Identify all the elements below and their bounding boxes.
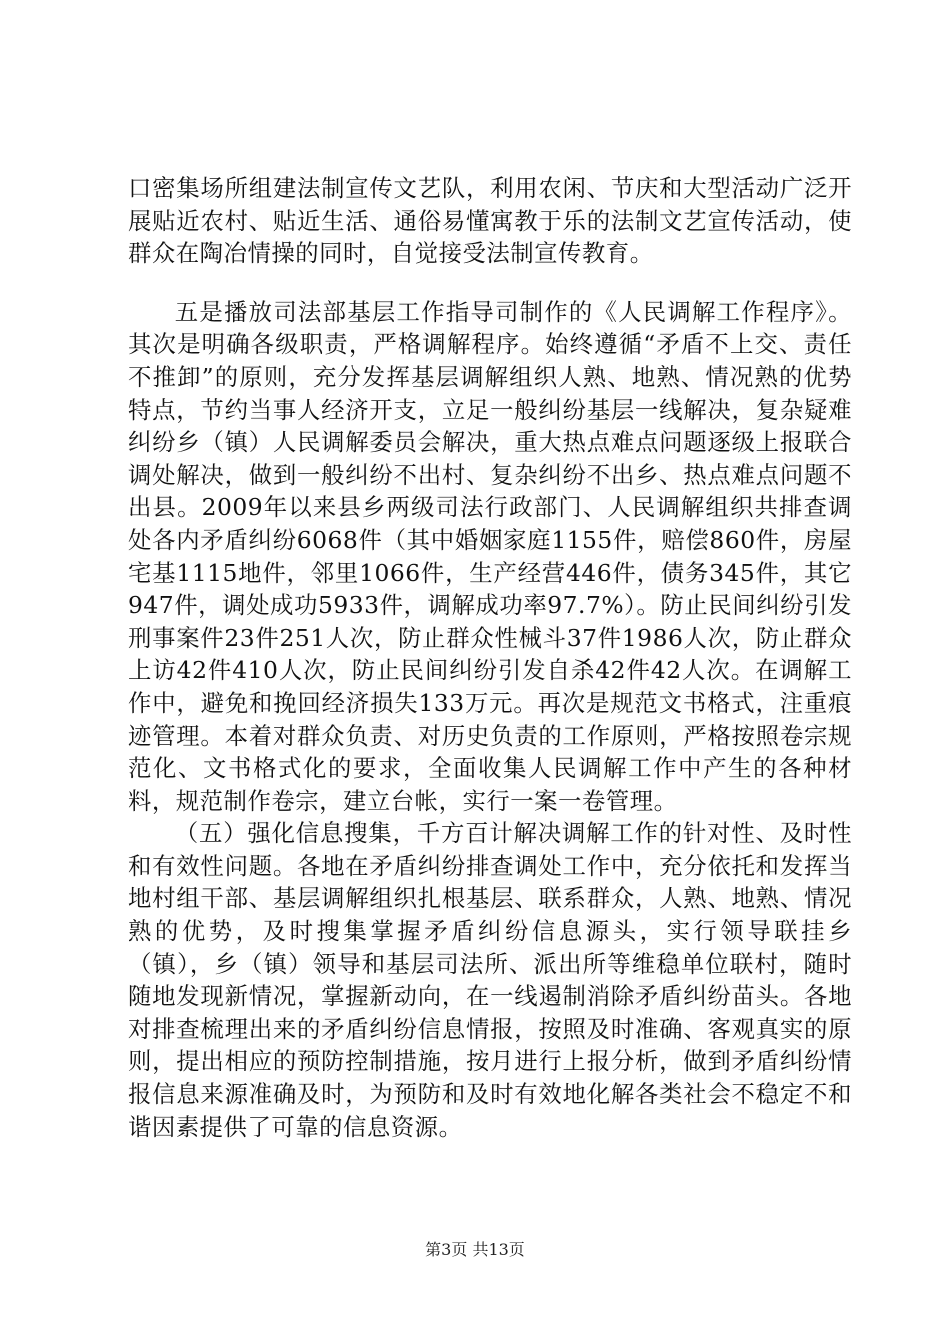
- paragraph-mediation-procedure: 五是播放司法部基层工作指导司制作的《人民调解工作程序》。其次是明确各级职责，严格调解程序。始终遵循“矛盾不上交、责任不推卸”的原则，充分发挥基层调解组织人熟、地熟、情况熟的优势特点，节约当事人经济开支，立足一般纠纷基层一线解决，复杂疑难纠纷乡（镇）人民调解委员会解决，重大热点难点问题逐级上报联合调处解决，做到一般纠纷不出村、复杂纠纷不出乡、热点难点问题不出县。2009年以来县乡两级司法行政部门、人民调解组织共排查调处各内矛盾纠纷6068件（其中婚姻家庭1155件，赔偿860件，房屋宅基1115地件，邻里1066件，生产经营446件，债务345件，其它947件，调处成功5933件，调解成功率97.7%）。防止民间纠纷引发刑事案件23件251人次，防止群众性械斗37件1986人次，防止群众上访42件410人次，防止民间纠纷引发自杀42件42人次。在调解工作中，避免和挽回经济损失133万元。再次是规范文书格式，注重痕迹管理。本着对群众负责、对历史负责的工作原则，严格按照卷宗规范化、文书格式化的要求，全面收集人民调解工作中产生的各种材料，规范制作卷宗，建立台帐，实行一案一卷管理。: [128, 297, 852, 815]
- document-body: [128, 172, 852, 1143]
- page-number-footer: 第3页 共13页: [425, 1240, 525, 1259]
- paragraph-information-collection: （五）强化信息搜集，千方百计解决调解工作的针对性、及时性和有效性问题。各地在矛盾纠纷排查调处工作中，充分依托和发挥当地村组干部、基层调解组织扎根基层、联系群众，人熟、地熟、情况熟的优势，及时搜集掌握矛盾纠纷信息源头，实行领导联挂乡（镇），乡（镇）领导和基层司法所、派出所等维稳单位联村，随时随地发现新情况，掌握新动向，在一线遏制消除矛盾纠纷苗头。各地对排查梳理出来的矛盾纠纷信息情报，按照及时准确、客观真实的原则，提出相应的预防控制措施，按月进行上报分析，做到矛盾纠纷情报信息来源准确及时，为预防和及时有效地化解各类社会不稳定不和谐因素提供了可靠的信息资源。: [128, 819, 852, 1141]
- paragraph-continuation: 口密集场所组建法制宣传文艺队，利用农闲、节庆和大型活动广泛开展贴近农村、贴近生活、通俗易懂寓教于乐的法制文艺宣传活动，使群众在陶冶情操的同时，自觉接受法制宣传教育。: [128, 174, 852, 268]
